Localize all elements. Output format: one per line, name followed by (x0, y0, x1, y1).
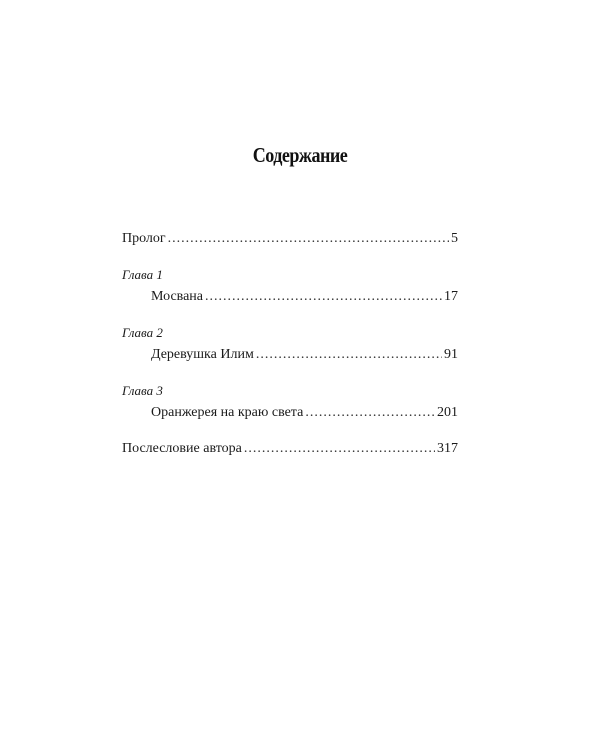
toc-entry-label: Мосвана (151, 289, 204, 304)
dot-leader (305, 402, 435, 424)
chapter-heading-3: Глава 3 (122, 383, 163, 398)
toc-entry-chapter-3[interactable] (122, 402, 458, 424)
toc-page-number: 17 (444, 289, 458, 304)
toc-page-number: 317 (437, 441, 458, 456)
toc-page-number: 91 (444, 347, 458, 362)
toc-entry-label: Оранжерея на краю света (151, 405, 304, 420)
toc-entry-chapter-1[interactable] (122, 286, 458, 308)
toc-page-number: 201 (437, 405, 458, 420)
toc-entry-afterword[interactable] (122, 438, 458, 460)
table-of-contents (122, 228, 458, 460)
chapter-heading-2: Глава 2 (122, 325, 163, 340)
dot-leader (205, 286, 442, 308)
toc-entry-label: Деревушка Илим (151, 347, 254, 362)
page-title: Содержание (252, 143, 348, 167)
toc-page-number: 5 (451, 231, 458, 246)
chapter-heading-1: Глава 1 (122, 267, 163, 282)
toc-entry-chapter-2[interactable] (122, 344, 458, 366)
toc-entry-prologue[interactable] (122, 228, 458, 250)
toc-entry-label: Пролог (122, 231, 166, 246)
toc-entry-label: Послесловие автора (122, 441, 242, 456)
dot-leader (244, 438, 435, 460)
dot-leader (256, 344, 442, 366)
dot-leader (168, 228, 449, 250)
